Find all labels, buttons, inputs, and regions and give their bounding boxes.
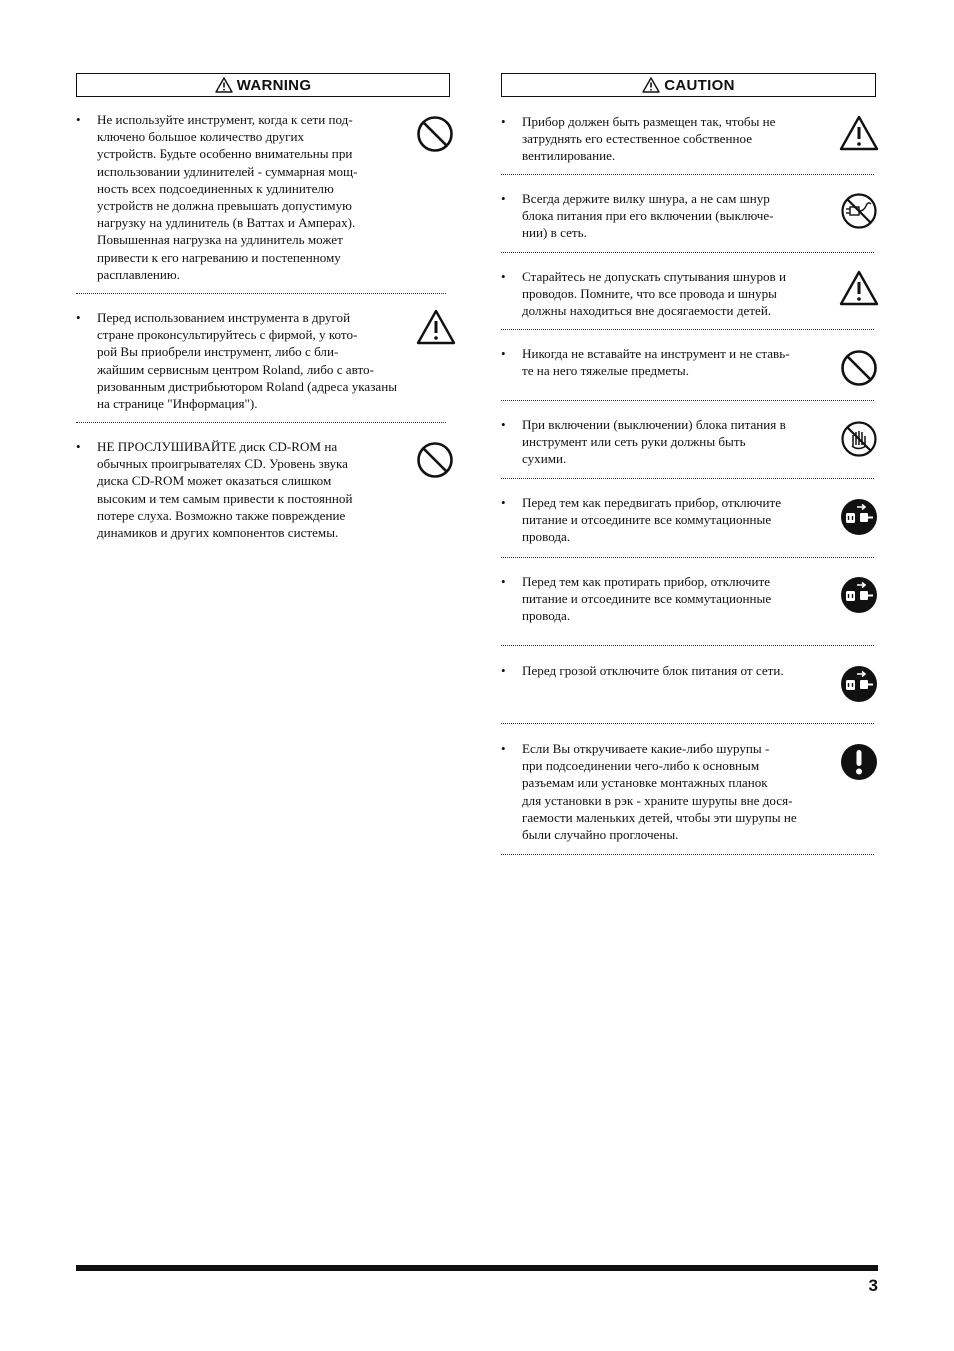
prohibited-icon	[416, 115, 454, 153]
divider	[76, 293, 446, 294]
caution-item-text: При включении (выключении) блока питания в инструмент или сеть руки должны быть сухими.	[522, 417, 786, 467]
warning-column	[76, 73, 450, 541]
bullet: •	[501, 495, 506, 510]
caution-header	[501, 73, 876, 97]
caution-triangle-icon	[839, 115, 879, 151]
bullet: •	[76, 439, 81, 454]
bullet: •	[76, 310, 81, 325]
warning-item-text: Перед использованием инструмента в другой стране проконсультируйтесь с фирмой, у кото- рой Вы приобрели инструмент, либо с бли- жайшим сервисным центром Roland, либо с авто- ризованным дистрибьютором Roland (адреса указаны на странице "Информация").	[97, 310, 398, 412]
page-number: 3	[868, 1276, 878, 1295]
bullet: •	[76, 112, 81, 127]
divider	[501, 645, 874, 646]
caution-item-text: Если Вы откручиваете какие-либо шурупы - при подсоединении чего-либо к основным разъемам или установке монтажных планок для установки в рэк - храните шурупы вне дося- гаемости маленьких детей, чтобы эти шурупы не были случайно проглочены.	[522, 741, 797, 843]
warning-header	[76, 73, 450, 97]
caution-triangle-icon	[839, 270, 879, 306]
divider	[501, 252, 874, 253]
divider	[501, 478, 874, 479]
prohibited-icon	[416, 441, 454, 479]
mandatory-exclamation-icon	[840, 743, 878, 781]
bullet: •	[501, 114, 506, 129]
divider	[76, 422, 446, 423]
divider	[501, 400, 874, 401]
caution-item-text: Перед грозой отключите блок питания от сети.	[522, 663, 784, 678]
warning-item-text: Не используйте инструмент, когда к сети под- ключено большое количество других устройств. Будьте особенно внимательны при использовании удлинителей - суммарная мощ- ность всех подсоединенных к удлинителю устройств не должна превышать допустимую нагрузку на удлинитель (в Ваттах и Амперах). Повышенная нагрузка на удлинитель может привести к его нагреванию и постепенному расплавлению.	[97, 112, 358, 282]
bullet: •	[501, 191, 506, 206]
no-cord-pull-icon	[840, 192, 878, 230]
caution-item-text: Перед тем как передвигать прибор, отключите питание и отсоедините все коммутационные провода.	[522, 495, 782, 545]
divider	[501, 174, 874, 175]
unplug-icon	[840, 498, 878, 536]
bullet: •	[501, 417, 506, 432]
caution-item-text: Всегда держите вилку шнура, а не сам шнур блока питания при его включении (выключе- нии) в сеть.	[522, 191, 774, 241]
caution-triangle-small-icon	[642, 77, 660, 93]
caution-item-text: Никогда не вставайте на инструмент и не ставь- те на него тяжелые предметы.	[522, 346, 790, 379]
warning-triangle-icon	[215, 77, 233, 93]
divider	[501, 723, 874, 724]
bullet: •	[501, 741, 506, 756]
bullet: •	[501, 663, 506, 678]
caution-title: CAUTION	[664, 76, 735, 94]
caution-item-text: Старайтесь не допускать спутывания шнуров и проводов. Помните, что все провода и шнуры должны находиться вне досягаемости детей.	[522, 269, 787, 319]
warning-item-text: НЕ ПРОСЛУШИВАЙТЕ диск CD-ROM на обычных проигрывателях CD. Уровень звука диска CD-ROM может оказаться слишком высоким и тем самым привести к постоянной потере слуха. Возможно также повреждение динамиков и других компонентов системы.	[97, 439, 353, 541]
footer-rule	[76, 1265, 878, 1271]
no-wet-hands-icon	[840, 420, 878, 458]
divider	[501, 854, 874, 855]
caution-item-text: Перед тем как протирать прибор, отключите питание и отсоедините все коммутационные провода.	[522, 574, 772, 624]
unplug-icon	[840, 576, 878, 614]
bullet: •	[501, 346, 506, 361]
caution-triangle-icon	[416, 309, 456, 345]
bullet: •	[501, 574, 506, 589]
bullet: •	[501, 269, 506, 284]
divider	[501, 329, 874, 330]
warning-title: WARNING	[236, 76, 312, 94]
caution-column	[501, 73, 876, 843]
divider	[501, 557, 874, 558]
prohibited-icon	[840, 349, 878, 387]
unplug-icon	[840, 665, 878, 703]
caution-item-text: Прибор должен быть размещен так, чтобы не затруднять его естественное собственное вентилирование.	[522, 114, 776, 164]
